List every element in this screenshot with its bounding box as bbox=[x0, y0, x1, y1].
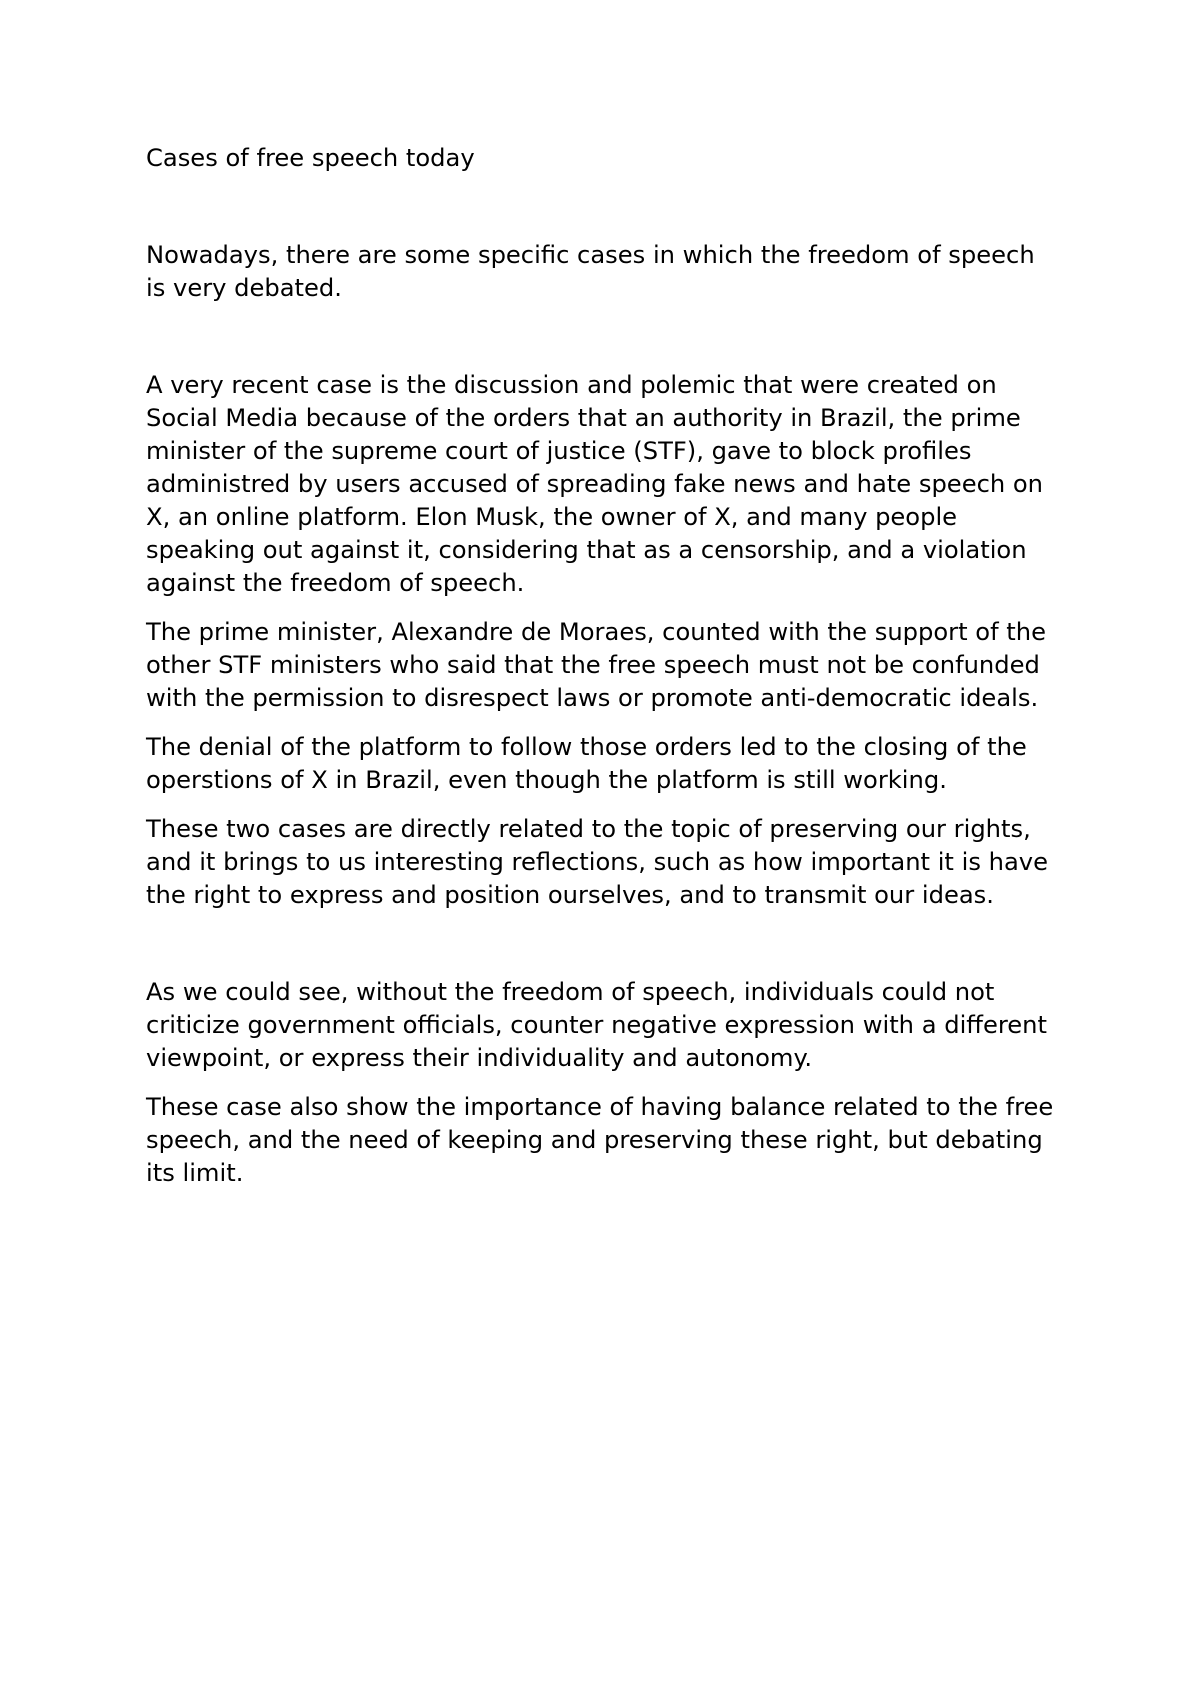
paragraph-intro: Nowadays, there are some specific cases in which the freedom of speech is very debated. bbox=[146, 241, 1035, 302]
document-title: Cases of free speech today bbox=[146, 144, 475, 172]
paragraph-conclusion: As we could see, without the freedom of speech, individuals could not criticize government officials, counter negative expression with a different viewpoint, or express their individuality and autonomy. bbox=[146, 978, 1047, 1072]
paragraph-balance: These case also show the importance of having balance related to the free speech, and the need of keeping and preserving these right, but debating its limit. bbox=[146, 1093, 1054, 1187]
paragraph-prime-minister: The prime minister, Alexandre de Moraes, counted with the support of the other STF ministers who said that the free speech must not be confunded with the permission to disrespect laws or promote anti-democratic ideals. bbox=[146, 618, 1046, 712]
paragraph-platform-denial: The denial of the platform to follow those orders led to the closing of the operstions of X in Brazil, even though the platform is still working. bbox=[146, 733, 1027, 794]
document-body bbox=[146, 142, 1086, 1190]
paragraph-recent-case: A very recent case is the discussion and polemic that were created on Social Media because of the orders that an authority in Brazil, the prime minister of the supreme court of justice (STF), gave to block profiles administred by users accused of spreading fake news and hate speech on X, an online platform. Elon Musk, the owner of X, and many people speaking out against it, considering that as a censorship, and a violation against the freedom of speech. bbox=[146, 371, 1044, 597]
paragraph-rights: These two cases are directly related to the topic of preserving our rights, and it brings to us interesting reflections, such as how important it is have the right to express and position ourselves, and to transmit our ideas. bbox=[146, 815, 1048, 909]
